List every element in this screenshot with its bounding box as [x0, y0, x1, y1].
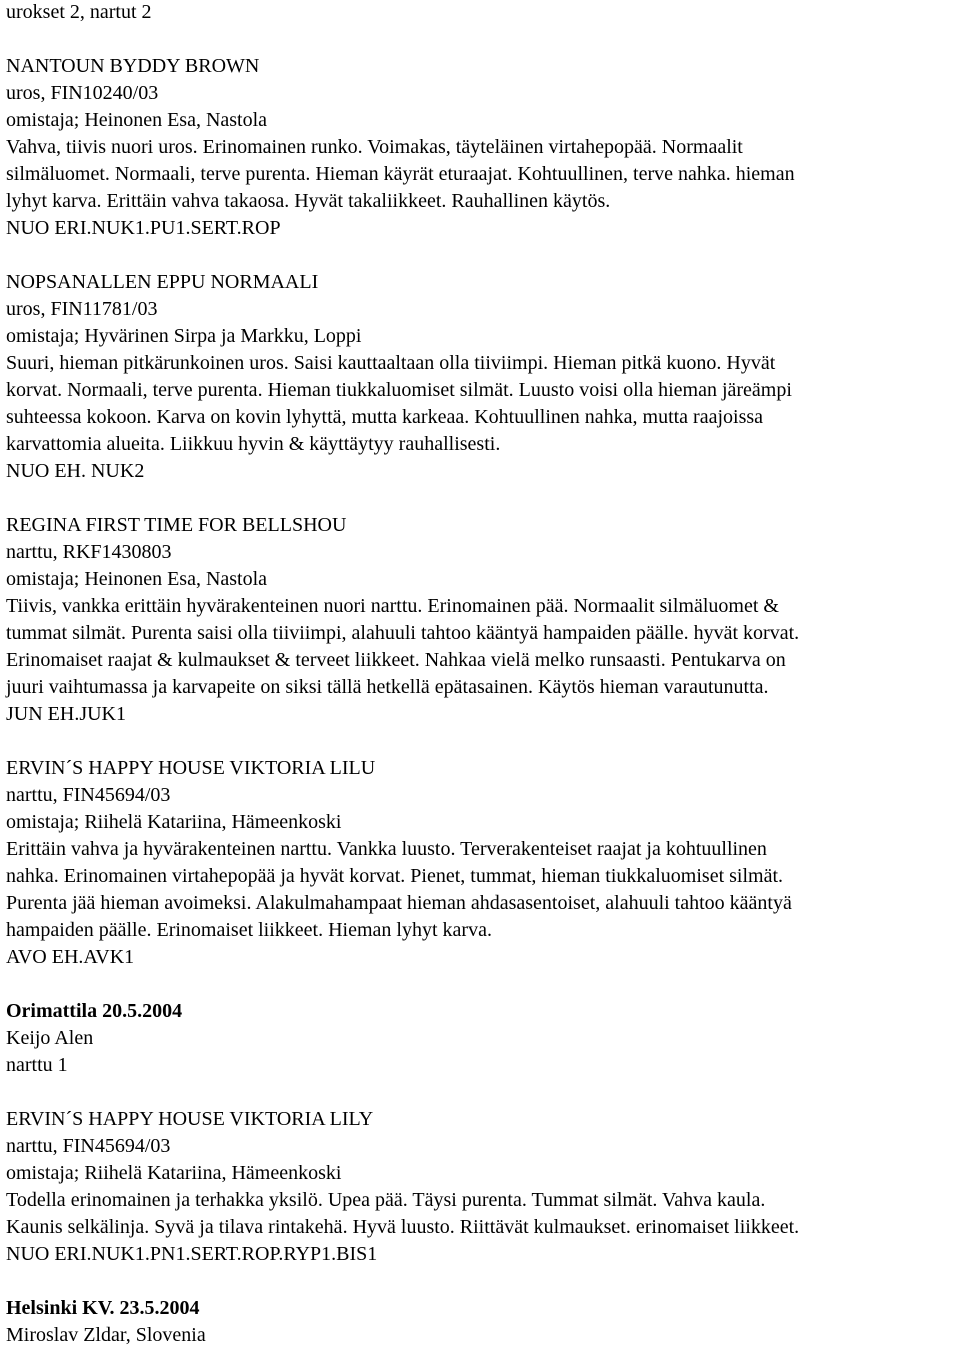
critique-text: Erittäin vahva ja hyvärakenteinen narttu. Vankka luusto. Terverakenteiset raajat ja kohtuullinen	[6, 838, 767, 860]
critique-text: hampaiden päälle. Erinomaiset liikkeet. Hieman lyhyt karva.	[6, 919, 492, 941]
blank-line	[6, 1268, 956, 1295]
critique-text: Todella erinomainen ja terhakka yksilö. Upea pää. Täysi purenta. Tummat silmät. Vahva kaula.	[6, 1189, 766, 1211]
class-count: narttu 1	[6, 1054, 68, 1076]
dog-owner: omistaja; Heinonen Esa, Nastola	[6, 568, 268, 590]
dog-registration: uros, FIN11781/03	[6, 298, 158, 320]
critique-text: juuri vaihtumassa ja karvapeite on siksi tällä hetkellä epätasainen. Käytös hieman varautunutta.	[6, 676, 769, 698]
award-line: NUO ERI.NUK1.PN1.SERT.ROP.RYP1.BIS1	[6, 1243, 378, 1265]
dog-name: REGINA FIRST TIME FOR BELLSHOU	[6, 514, 347, 536]
dog-name: ERVIN´S HAPPY HOUSE VIKTORIA LILY	[6, 1108, 374, 1130]
dog-name: NANTOUN BYDDY BROWN	[6, 55, 260, 77]
judge-name: Miroslav Zldar, Slovenia	[6, 1324, 206, 1346]
critique-text: silmäluomet. Normaali, terve purenta. Hieman käyrät eturaajat. Kohtuullinen, terve nahka. hieman	[6, 163, 795, 185]
critique-text: Vahva, tiivis nuori uros. Erinomainen runko. Voimakas, täyteläinen virtahepopää. Normaalit	[6, 136, 743, 158]
judge-name: Keijo Alen	[6, 1027, 94, 1049]
dog-registration: narttu, FIN45694/03	[6, 1135, 171, 1157]
award-line: AVO EH.AVK1	[6, 946, 135, 968]
blank-line	[6, 485, 956, 512]
critique-text: Kaunis selkälinja. Syvä ja tilava rintakehä. Hyvä luusto. Riittävät kulmaukset. erinomaiset liikkeet.	[6, 1216, 800, 1238]
dog-owner: omistaja; Riihelä Katariina, Hämeenkoski	[6, 811, 342, 833]
critique-text: korvat. Normaali, terve purenta. Hieman tiukkaluomiset silmät. Luusto voisi olla hieman järeämpi	[6, 379, 792, 401]
award-line: NUO EH. NUK2	[6, 460, 145, 482]
document-page	[6, 0, 956, 1349]
dog-owner: omistaja; Hyvärinen Sirpa ja Markku, Loppi	[6, 325, 362, 347]
blank-line	[6, 971, 956, 998]
critique-text: tummat silmät. Purenta saisi olla tiiviimpi, alahuuli tahtoo kääntyä hampaiden päälle. hyvät korvat.	[6, 622, 800, 644]
award-line: NUO ERI.NUK1.PU1.SERT.ROP	[6, 217, 281, 239]
blank-line	[6, 1079, 956, 1106]
dog-registration: narttu, FIN45694/03	[6, 784, 171, 806]
dog-owner: omistaja; Riihelä Katariina, Hämeenkoski	[6, 1162, 342, 1184]
show-heading: Orimattila 20.5.2004	[6, 1000, 183, 1022]
show-heading: Helsinki KV. 23.5.2004	[6, 1297, 200, 1319]
blank-line	[6, 242, 956, 269]
dog-owner: omistaja; Heinonen Esa, Nastola	[6, 109, 268, 131]
blank-line	[6, 26, 956, 53]
blank-line	[6, 728, 956, 755]
dog-name: NOPSANALLEN EPPU NORMAALI	[6, 271, 319, 293]
critique-text: karvattomia alueita. Liikkuu hyvin & käyttäytyy rauhallisesti.	[6, 433, 501, 455]
dog-registration: narttu, RKF1430803	[6, 541, 172, 563]
critique-text: nahka. Erinomainen virtahepopää ja hyvät korvat. Pienet, tummat, hieman tiukkaluomiset silmät.	[6, 865, 784, 887]
critique-text: Suuri, hieman pitkärunkoinen uros. Saisi kauttaaltaan olla tiiviimpi. Hieman pitkä kuono. Hyvät	[6, 352, 776, 374]
award-line: JUN EH.JUK1	[6, 703, 126, 725]
dog-name: ERVIN´S HAPPY HOUSE VIKTORIA LILU	[6, 757, 376, 779]
critique-text: Purenta jää hieman avoimeksi. Alakulmahampaat hieman ahdasasentoiset, alahuuli tahtoo kääntyä	[6, 892, 792, 914]
dog-registration: uros, FIN10240/03	[6, 82, 159, 104]
critique-text: Erinomaiset raajat & kulmaukset & terveet liikkeet. Nahkaa vielä melko runsaasti. Pentukarva on	[6, 649, 786, 671]
critique-text: Tiivis, vankka erittäin hyvärakenteinen nuori narttu. Erinomainen pää. Normaalit silmäluomet &	[6, 595, 779, 617]
critique-text: lyhyt karva. Erittäin vahva takaosa. Hyvät takaliikkeet. Rauhallinen käytös.	[6, 190, 611, 212]
critique-text: suhteessa kokoon. Karva on kovin lyhyttä, mutta karkeaa. Kohtuullinen nahka, mutta raajoissa	[6, 406, 764, 428]
summary-line: urokset 2, nartut 2	[6, 1, 152, 23]
